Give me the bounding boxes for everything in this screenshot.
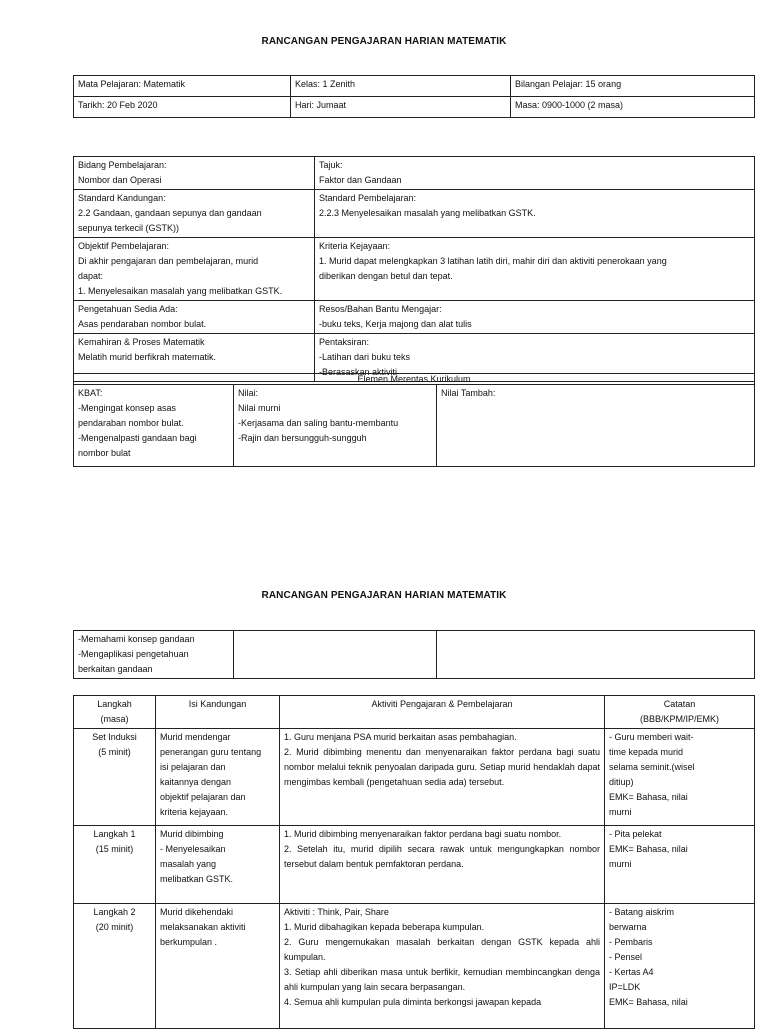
- tajuk-label: Tajuk:: [319, 160, 343, 170]
- header-langkah-label: Langkah: [97, 699, 132, 709]
- isi-line: berkumpulan .: [160, 937, 218, 947]
- aktiviti-line: 2. Murid dibimbing menentu dan menyenaraikan faktor perdana bagi suatu nombor melalui teknik penyoalan daripada guru. Setiap murid hendaklah dapat mengimbas kembali (pengetahuan sedia ada) tersebut.: [284, 747, 600, 787]
- isi-line: Murid dibimbing: [160, 829, 224, 839]
- resos-label: Resos/Bahan Bantu Mengajar:: [319, 304, 442, 314]
- isi-line: - Menyelesaikan: [160, 844, 226, 854]
- kriteria-label: Kriteria Kejayaan:: [319, 241, 391, 251]
- table-row: [74, 904, 755, 1029]
- catatan-cell: [605, 904, 755, 1029]
- nilai-label: Nilai:: [238, 388, 259, 398]
- kemahiran-value: Melatih murid berfikrah matematik.: [78, 352, 217, 362]
- kbat-line2: pendaraban nombor bulat.: [78, 418, 184, 428]
- header-aktiviti: Aktiviti Pengajaran & Pembelajaran: [280, 696, 605, 729]
- objektif-line1: Di akhir pengajaran dan pembelajaran, murid: [78, 256, 259, 266]
- elemen-table: [73, 373, 755, 467]
- table-row: [74, 729, 755, 826]
- catatan-cell: [605, 826, 755, 904]
- resos-value: -buku teks, Kerja majong dan alat tulis: [319, 319, 472, 329]
- isi-line: melaksanakan aktiviti: [160, 922, 246, 932]
- isi-line: kriteria kejayaan.: [160, 807, 229, 817]
- activity-table: [73, 695, 755, 1029]
- header-catatan-label: Catatan: [663, 699, 696, 709]
- catatan-line: berwarna: [609, 922, 647, 932]
- page-title-2: RANCANGAN PENGAJARAN HARIAN MATEMATIK: [261, 590, 507, 601]
- page-title: RANCANGAN PENGAJARAN HARIAN MATEMATIK: [261, 36, 507, 47]
- aktiviti-line: 1. Guru menjana PSA murid berkaitan asas pembahagian.: [284, 732, 517, 742]
- cont-line1: -Memahami konsep gandaan: [78, 634, 195, 644]
- step-time: (5 minit): [98, 747, 131, 757]
- catatan-line: - Pembaris: [609, 937, 653, 947]
- pentaksiran-line1: -Latihan dari buku teks: [319, 352, 411, 362]
- header-langkah: [74, 696, 156, 729]
- isi-line: penerangan guru tentang: [160, 747, 262, 757]
- kriteria-line1: 1. Murid dapat melengkapkan 3 latihan latih diri, mahir diri dan aktiviti penerokaan yang: [319, 256, 667, 266]
- sk-line2: sepunya terkecil (GSTK)): [78, 223, 180, 233]
- isi-line: isi pelajaran dan: [160, 762, 226, 772]
- isi-line: kaitannya dengan: [160, 777, 232, 787]
- catatan-line: - Pensel: [609, 952, 643, 962]
- nilai-cell: [234, 385, 437, 467]
- aktiviti-line: 1. Murid dibimbing menyenaraikan faktor perdana bagi suatu nombor.: [284, 829, 562, 839]
- catatan-line: EMK= Bahasa, nilai: [609, 792, 688, 802]
- kriteria-line2: diberikan dengan betul dan tepat.: [319, 271, 453, 281]
- sp-value: 2.2.3 Menyelesaikan masalah yang melibatkan GSTK.: [319, 208, 536, 218]
- lesson-details-table: [73, 156, 755, 382]
- catatan-line: EMK= Bahasa, nilai: [609, 844, 688, 854]
- isi-line: Murid dikehendaki: [160, 907, 234, 917]
- kemahiran-label: Kemahiran & Proses Matematik: [78, 337, 205, 347]
- bidang-cell: [74, 157, 315, 190]
- step-cell: [74, 904, 156, 1029]
- aktiviti-line: 2. Guru mengemukakan masalah berkaitan dengan GSTK kepada ahli kumpulan.: [284, 937, 600, 962]
- catatan-line: murni: [609, 807, 632, 817]
- catatan-line: - Guru memberi wait-: [609, 732, 694, 742]
- isi-line: melibatkan GSTK.: [160, 874, 234, 884]
- catatan-line: selama seminit.(wisel: [609, 762, 695, 772]
- nilai-line2: -Kerjasama dan saling bantu-membantu: [238, 418, 399, 428]
- kriteria-cell: [315, 238, 755, 301]
- catatan-cell: [605, 729, 755, 826]
- continuation-cell: [74, 631, 234, 679]
- tajuk-value: Faktor dan Gandaan: [319, 175, 402, 185]
- time-cell: Masa: 0900-1000 (2 masa): [511, 97, 755, 118]
- sk-line1: 2.2 Gandaan, gandaan sepunya dan gandaan: [78, 208, 262, 218]
- objektif-line2: dapat:: [78, 271, 104, 281]
- step-name: Langkah 2: [93, 907, 136, 917]
- catatan-line: IP=LDK: [609, 982, 641, 992]
- continuation-table: [73, 630, 755, 679]
- standard-kandungan-cell: [74, 190, 315, 238]
- catatan-line: EMK= Bahasa, nilai: [609, 997, 688, 1007]
- subject-cell: Mata Pelajaran: Matematik: [74, 76, 291, 97]
- nilai-tambah-label: Nilai Tambah:: [441, 388, 496, 398]
- catatan-line: - Batang aiskrim: [609, 907, 675, 917]
- step-cell: [74, 729, 156, 826]
- class-cell: Kelas: 1 Zenith: [291, 76, 511, 97]
- pengetahuan-cell: [74, 301, 315, 334]
- isi-cell: [156, 904, 280, 1029]
- aktiviti-line: Aktiviti : Think, Pair, Share: [284, 907, 389, 917]
- header-isi: Isi Kandungan: [156, 696, 280, 729]
- isi-cell: [156, 826, 280, 904]
- aktiviti-line: 3. Setiap ahli diberikan masa untuk berfikir, kemudian membincangkan denga ahli kumpulan yang lain secara berpasangan.: [284, 967, 600, 992]
- catatan-line: time kepada murid: [609, 747, 684, 757]
- step-cell: [74, 826, 156, 904]
- objektif-cell: [74, 238, 315, 301]
- aktiviti-line: 4. Semua ahli kumpulan pula diminta berkongsi jawapan kepada: [284, 997, 542, 1007]
- catatan-line: - Pita pelekat: [609, 829, 662, 839]
- objektif-label: Objektif Pembelajaran:: [78, 241, 170, 251]
- pentaksiran-label: Pentaksiran:: [319, 337, 370, 347]
- isi-line: objektif pelajaran dan: [160, 792, 246, 802]
- resos-cell: [315, 301, 755, 334]
- pengetahuan-value: Asas pendaraban nombor bulat.: [78, 319, 207, 329]
- sk-label: Standard Kandungan:: [78, 193, 166, 203]
- catatan-line: murni: [609, 859, 632, 869]
- step-name: Langkah 1: [93, 829, 136, 839]
- objektif-line3: 1. Menyelesaikan masalah yang melibatkan GSTK.: [78, 286, 283, 296]
- aktiviti-cell: [280, 826, 605, 904]
- catatan-line: - Kertas A4: [609, 967, 654, 977]
- continuation-empty-1: [234, 631, 437, 679]
- table-row: [74, 826, 755, 904]
- bidang-value: Nombor dan Operasi: [78, 175, 162, 185]
- aktiviti-cell: [280, 729, 605, 826]
- info-table: [73, 75, 755, 118]
- tajuk-cell: [315, 157, 755, 190]
- kbat-line3: -Mengenalpasti gandaan bagi: [78, 433, 197, 443]
- step-name: Set Induksi: [92, 732, 137, 742]
- nilai-tambah-cell: [437, 385, 755, 467]
- aktiviti-line: 2. Setelah itu, murid dipilih secara rawak untuk mengungkapkan nombor tersebut dalam bentuk pemfaktoran perdana.: [284, 844, 600, 869]
- header-catatan-sub: (BBB/KPM/IP/EMK): [639, 714, 719, 724]
- kbat-cell: [74, 385, 234, 467]
- header-masa-label: (masa): [100, 714, 129, 724]
- elemen-header: Elemen Merentas Kurikulum: [74, 374, 755, 385]
- bidang-label: Bidang Pembelajaran:: [78, 160, 167, 170]
- students-cell: Bilangan Pelajar: 15 orang: [511, 76, 755, 97]
- date-cell: Tarikh: 20 Feb 2020: [74, 97, 291, 118]
- isi-cell: [156, 729, 280, 826]
- step-time: (15 minit): [95, 844, 134, 854]
- cont-line2: -Mengaplikasi pengetahuan: [78, 649, 189, 659]
- isi-line: masalah yang: [160, 859, 217, 869]
- continuation-empty-2: [437, 631, 755, 679]
- nilai-line3: -Rajin dan bersungguh-sungguh: [238, 433, 367, 443]
- aktiviti-line: 1. Murid dibahagikan kepada beberapa kumpulan.: [284, 922, 485, 932]
- isi-line: Murid mendengar: [160, 732, 231, 742]
- standard-pembelajaran-cell: [315, 190, 755, 238]
- header-catatan: [605, 696, 755, 729]
- kbat-label: KBAT:: [78, 388, 103, 398]
- pentaksiran-line2: -Berasaskan aktiviti: [319, 367, 398, 377]
- aktiviti-cell: [280, 904, 605, 1029]
- day-cell: Hari: Jumaat: [291, 97, 511, 118]
- catatan-line: ditiup): [609, 777, 634, 787]
- kbat-line4: nombor bulat: [78, 448, 131, 458]
- kbat-line1: -Mengingat konsep asas: [78, 403, 177, 413]
- step-time: (20 minit): [95, 922, 134, 932]
- nilai-line1: Nilai murni: [238, 403, 281, 413]
- pengetahuan-label: Pengetahuan Sedia Ada:: [78, 304, 178, 314]
- cont-line3: berkaitan gandaan: [78, 664, 153, 674]
- sp-label: Standard Pembelajaran:: [319, 193, 417, 203]
